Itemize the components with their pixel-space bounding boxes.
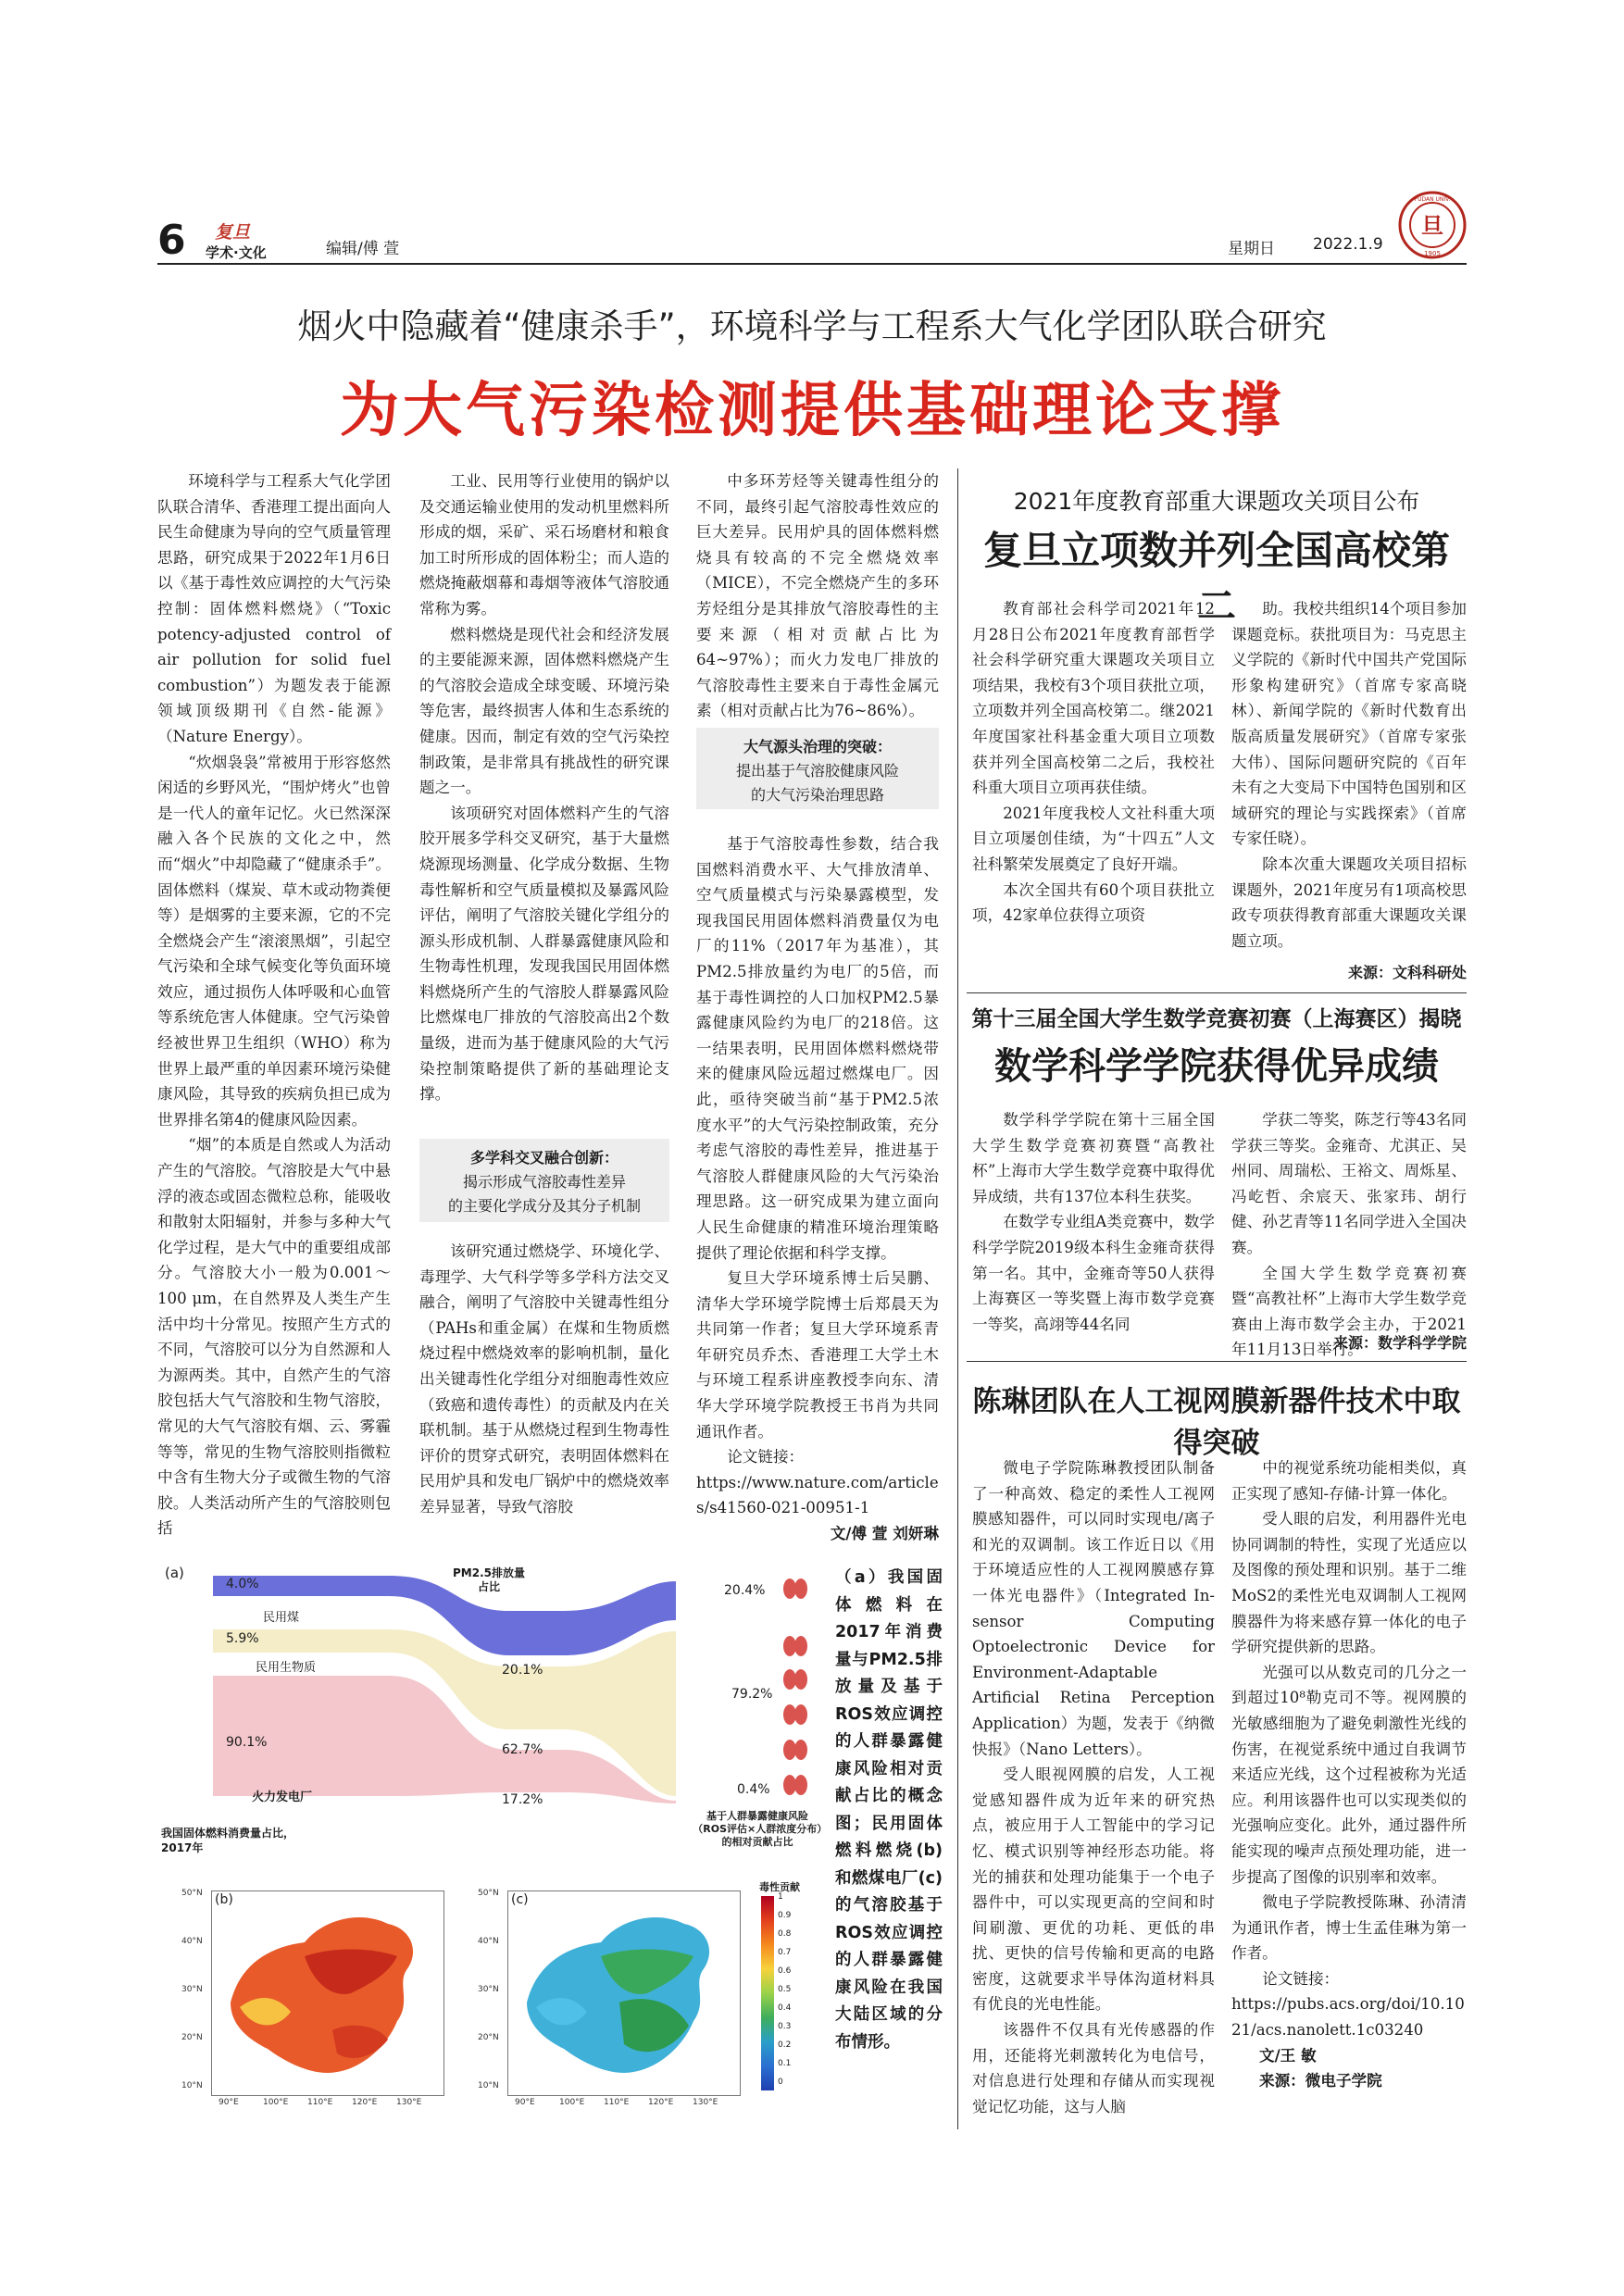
- lat-tick: 20°N: [478, 2033, 499, 2042]
- map-panel-c: [507, 1890, 741, 2096]
- pct-label: 79.2%: [731, 1687, 773, 1702]
- byline: 文/傅 萱 刘妍琳: [830, 1525, 939, 1543]
- figure-caption-left: 我国固体燃料消费量占比，2017年: [161, 1827, 295, 1854]
- map-panel-b: [211, 1890, 444, 2096]
- column-divider: [957, 468, 958, 2129]
- svg-text:旦: 旦: [1421, 212, 1443, 239]
- panel-b-label: (b): [215, 1892, 233, 1907]
- brand-mark: 复旦: [215, 222, 251, 243]
- paper-link[interactable]: https://www.nature.com/articles/s41560-021-00951-1: [696, 1473, 939, 1517]
- lead-column-2b: [419, 1239, 669, 1520]
- masthead-rule: [157, 263, 1467, 265]
- colorbar-tick: 0.4: [778, 2003, 792, 2013]
- editor-credit: 编辑/傅 萱: [326, 240, 400, 258]
- paragraph: 复旦大学环境系博士后吴鹏、清华大学环境学院博士后郑晨天为共同第一作者；复旦大学环境系青年研究员乔杰、香港理工大学土木与环境工程系讲座教授李向东、清华大学环境学院教授王书肖为共同通讯作者。: [696, 1269, 939, 1441]
- panel-a-label: (a): [165, 1565, 184, 1581]
- pct-label: 17.2%: [502, 1792, 543, 1807]
- story2-headline: 复旦立项数并列全国高校第二: [982, 528, 1450, 629]
- pct-label: 20.4%: [724, 1583, 766, 1598]
- fuel-label: 民用煤: [263, 1611, 300, 1625]
- university-seal-icon: [1398, 191, 1467, 259]
- story2-column-2: [1231, 596, 1467, 954]
- paragraph: “烟”的本质是自然或人为活动产生的气溶胶。气溶胶是大气中悬浮的液态或固态微粒总称，能吸收和散射太阳辐射，并参与多种大气化学过程，是大气中的重要组成部分。气溶胶大小一般为0.001～100 μm，在自然界及人类生产生活中均十分常见。按照产生方式的不同，气溶胶可以分为自然源和人为源两类。其中，自然产生的气溶胶包括大气气溶胶和生物气溶胶，常见的大气气溶胶有烟、云、雾霾等等，常见的生物气溶胶则指微粒中含有生物大分子或微生物的气溶胶。人类活动所产生的气溶胶则包括: [157, 1136, 391, 1538]
- paragraph: 中的视觉系统功能相类似，真正实现了感知-存储-计算一体化。: [1231, 1459, 1467, 1503]
- lon-tick: 110°E: [604, 2098, 630, 2107]
- callout-line: 提出基于气溶胶健康风险: [735, 762, 899, 780]
- figure-caption: （a）我国固体燃料在2017年消费量与PM2.5排放量及基于ROS效应调控的人群暴露健康风险相对贡献占比的概念图；民用固体燃料燃烧(b)和燃煤电厂(c)的气溶胶基于ROS效应调控的人群暴露健康风险在我国大陆区域的分布情形。: [835, 1568, 943, 2052]
- svg-text:1905: 1905: [1424, 250, 1441, 257]
- lon-axis-c: [507, 2098, 739, 2111]
- lon-tick: 120°E: [352, 2098, 378, 2107]
- paragraph: 受人眼的启发，利用器件光电协同调制的特性，实现了光适应以及图像的预处理和识别。基于二维MoS2的柔性光电双调制人工视网膜器件为将来感存算一体化的电子学研究提供新的思路。: [1231, 1510, 1467, 1656]
- colorbar-tick: 0: [778, 2078, 783, 2087]
- colorbar-tick: 0.6: [778, 1966, 792, 1976]
- paragraph: 环境科学与工程系大气化学团队联合清华、香港理工提出面向人民生命健康为导向的空气质量管理思路，研究成果于2022年1月6日以《基于毒性效应调控的大气污染控制：固体燃料燃烧》（“Toxic potency-adjusted control of air pollution for solid fuel combustion”）为题发表于能源领域顶级期刊《自然-能源》（Nature Energy）。: [157, 472, 391, 745]
- story4-headline: 陈琳团队在人工视网膜新器件技术中取得突破: [972, 1385, 1461, 1460]
- story3-kicker: 第十三届全国大学生数学竞赛初赛（上海赛区）揭晓: [971, 1007, 1462, 1031]
- story4-column-1: [972, 1455, 1215, 2119]
- lat-tick: 40°N: [478, 1937, 499, 1946]
- paragraph: 该项研究对固体燃料产生的气溶胶开展多学科交叉研究，基于大量燃烧源现场测量、化学成分数据、生物毒性解析和空气质量模拟及暴露风险评估，阐明了气溶胶关键化学组分的源头形成机制、人群暴露健康风险和生物毒性机理，发现我国民用固体燃料燃烧所产生的气溶胶人群暴露风险比燃煤电厂排放的气溶胶高出2个数量级，进而为基于健康风险的大气污染控制策略提供了新的基础理论支撑。: [419, 804, 669, 1104]
- lat-tick: 50°N: [181, 1889, 203, 1898]
- link-label: 论文链接：: [1262, 1969, 1340, 1988]
- lon-axis-b: [211, 2098, 443, 2111]
- paragraph: 该研究通过燃烧学、环境化学、毒理学、大气科学等多学科方法交叉融合，阐明了气溶胶中关键毒性组分（PAHs和重金属）在煤和生物质燃烧过程中燃烧效率的影响机制，量化出关键毒性化学组分对细胞毒性效应（致癌和遗传毒性）的贡献及内在关联机制。基于从燃烧过程到生物毒性评价的贯穿式研究，表明固体燃料在民用炉具和发电厂锅炉中的燃烧效率差异显著，导致气溶胶: [419, 1242, 669, 1516]
- lon-tick: 100°E: [559, 2098, 585, 2107]
- colorbar-tick: 0.8: [778, 1929, 792, 1939]
- paragraph: 中多环芳烃等关键毒性组分的不同，最终引起气溶胶毒性效应的巨大差异。民用炉具的固体燃料燃烧具有较高的不完全燃烧效率（MICE），不完全燃烧产生的多环芳烃组分是其排放气溶胶毒性的主要来源（相对贡献占比为64~97%）；而火力发电厂排放的气溶胶毒性主要来自于毒性金属元素（相对贡献占比为76~86%）。: [696, 472, 939, 720]
- issue-date: 2022.1.9: [1313, 235, 1383, 254]
- figure-caption-mid: PM2.5排放量占比: [453, 1566, 525, 1593]
- pct-label: 20.1%: [502, 1663, 543, 1678]
- lat-tick: 10°N: [478, 2081, 499, 2090]
- lat-tick: 30°N: [478, 1985, 499, 1994]
- callout-line: 的大气污染治理思路: [750, 786, 884, 804]
- lon-tick: 110°E: [307, 2098, 333, 2107]
- colorbar-title: 毒性贡献: [759, 1881, 800, 1893]
- lead-column-1: [157, 468, 391, 1541]
- china-map-shape: [231, 1917, 413, 2073]
- pct-label: 62.7%: [502, 1742, 543, 1757]
- figure-caption-right: 基于人群暴露健康风险（ROS评估×人群浓度分布）的相对贡献占比: [693, 1810, 822, 1848]
- colorbar-tick: 0.3: [778, 2022, 792, 2031]
- callout-title: 大气源头治理的突破：: [743, 738, 892, 755]
- pct-label: 90.1%: [226, 1735, 268, 1750]
- lon-tick: 90°E: [515, 2098, 535, 2107]
- byline: 文/王 敏: [1259, 2046, 1317, 2065]
- callout-title: 多学科交叉融合创新：: [469, 1149, 618, 1167]
- lon-tick: 90°E: [219, 2098, 239, 2107]
- paragraph: “炊烟袅袅”常被用于形容悠然闲适的乡野风光，“围炉烤火”也曾是一代人的童年记忆。火已然深深融入各个民族的文化之中，然而“烟火”中却隐藏了“健康杀手”。固体燃料（煤炭、草木或动物粪便等）是烟雾的主要来源，它的不完全燃烧会产生“滚滚黑烟”，引起空气污染和全球气候变化等负面环境效应，通过损伤人体呼吸和心血管等系统危害人体健康。空气污染曾经被世界卫生组织（WHO）称为世界上最严重的单因素环境污染健康风险，其导致的疾病负担已成为世界排名第4的健康风险因素。: [157, 753, 391, 1129]
- colorbar: [761, 1896, 774, 2090]
- pct-label: 0.4%: [737, 1782, 770, 1797]
- colorbar-ticks: [778, 1892, 806, 2096]
- colorbar-tick: 0.5: [778, 1985, 792, 1994]
- lead-headline: 为大气污染检测提供基础理论支撑: [340, 377, 1284, 445]
- lat-tick: 50°N: [478, 1889, 499, 1898]
- pct-label: 5.9%: [226, 1631, 259, 1646]
- story3-source: 来源：数学科学学院: [1332, 1334, 1467, 1352]
- paragraph: 光强可以从数克司的几分之一到超过10⁸勒克司不等。视网膜的光敏感细胞为了避免刺激性光线的伤害，在视觉系统中通过自我调节来适应光线，这个过程被称为光适应。利用该器件也可以实现类似的光强响应变化。此外，通过器件所能实现的噪声点预处理功能，进一步提高了图像的识别率和效率。: [1231, 1663, 1467, 1886]
- fuel-label: 民用生物质: [256, 1661, 317, 1675]
- paragraph: 微电子学院陈琳教授团队制备了一种高效、稳定的柔性人工视网膜感知器件，可以同时实现电/离子和光的双调制。该工作近日以《用于环境适应性的人工视网膜感存算一体光电器件》（Integrated In-sensor Computing Optoelectronic Device for Environment-Adaptable Artificial Retina Perception Application）为题，发表于《纳微快报》（Nano Letters）。: [972, 1459, 1215, 1758]
- story4-column-2: [1231, 1455, 1467, 2094]
- paragraph: 全国大学生数学竞赛初赛暨“高教社杯”上海市大学生数学竞赛由上海市数学会主办，于2021年11月13日举行。: [1231, 1264, 1467, 1359]
- callout-box: [696, 728, 939, 809]
- paragraph: 在数学专业组A类竞赛中，数学科学学院2019级本科生金雍奇获得第一名。其中，金雍奇等50人获得上海赛区一等奖暨上海市数学竞赛一等奖，高翊等44名同: [972, 1213, 1215, 1333]
- paragraph: 微电子学院教授陈琳、孙清清为通讯作者，博士生孟佳琳为第一作者。: [1231, 1893, 1467, 1963]
- lung-icons: [781, 1576, 809, 1816]
- lead-column-2: [419, 468, 669, 1107]
- lead-kicker: 烟火中隐藏着“健康杀手”，环境科学与工程系大气化学团队联合研究: [297, 306, 1327, 346]
- story3-column-1: [972, 1107, 1215, 1337]
- paragraph: 本次全国共有60个项目获批立项，42家单位获得立项资: [972, 880, 1215, 925]
- colorbar-tick: 0.9: [778, 1911, 792, 1920]
- lat-tick: 20°N: [181, 2033, 203, 2042]
- lon-tick: 130°E: [693, 2098, 718, 2107]
- lat-tick: 10°N: [181, 2081, 203, 2090]
- paragraph: 助。我校共组织14个项目参加课题竞标。获批项目为：马克思主义学院的《新时代中国共产党国际形象构建研究》（首席专家高晓林）、新闻学院的《新时代数育出版高质量发展研究》（首席专家张大伟）、国际问题研究院的《百年未有之大变局下中国特色国别和区域研究的理论与实践探索》（首席专家任晓）。: [1231, 600, 1467, 848]
- weekday: 星期日: [1228, 240, 1275, 258]
- pct-label: 4.0%: [226, 1577, 259, 1591]
- story2-column-1: [972, 596, 1215, 929]
- paragraph: 除本次重大课题攻关项目招标课题外，2021年度另有1项高校思政专项获得教育部重大课题攻关课题立项。: [1231, 855, 1467, 950]
- lead-column-3: [696, 468, 939, 724]
- svg-text:FUDAN UNIV.: FUDAN UNIV.: [1414, 196, 1451, 203]
- paper-link[interactable]: https://pubs.acs.org/doi/10.1021/acs.nanolett.1c03240: [1231, 1995, 1465, 2040]
- colorbar-tick: 0.7: [778, 1948, 792, 1957]
- colorbar-tick: 0.1: [778, 2059, 792, 2068]
- panel-c-label: (c): [511, 1892, 529, 1907]
- paragraph: 数学科学学院在第十三届全国大学生数学竞赛初赛暨“高教社杯”上海市大学生数学竞赛中取得优异成绩，共有137位本科生获奖。: [972, 1111, 1215, 1205]
- callout-line: 的主要化学成分及其分子机制: [447, 1197, 641, 1215]
- paragraph: 工业、民用等行业使用的锅炉以及交通运输业使用的发动机里燃料所形成的烟，采矿、采石场磨材和粮食加工时所形成的固体粉尘；而人造的燃烧掩蔽烟幕和毒烟等液体气溶胶通常称为雾。: [419, 472, 669, 618]
- story3-headline: 数学科学学院获得优异成绩: [994, 1045, 1439, 1088]
- lead-column-3b: [696, 831, 939, 1547]
- paragraph: 学获二等奖，陈芝行等43名同学获三等奖。金雍奇、尤淇正、吴州同、周瑞松、王裕文、周烁星、冯屹哲、余宸天、张家玮、胡行健、孙艺青等11名同学进入全国决赛。: [1231, 1111, 1467, 1256]
- colorbar-tick: 1: [778, 1892, 783, 1902]
- colorbar-tick: 0.2: [778, 2040, 792, 2050]
- story2-kicker: 2021年度教育部重大课题攻关项目公布: [1013, 488, 1420, 515]
- paragraph: 教育部社会科学司2021年12月28日公布2021年度教育部哲学社会科学研究重大课题攻关项目立项结果，我校有3个项目获批立项，立项数并列全国高校第二。继2021年度国家社科基金重大项目立项数获并列全国高校第二之后，我校社科重大项目立项再获佳绩。: [972, 600, 1215, 797]
- page-number: 6: [157, 217, 186, 264]
- link-label: 论文链接：: [727, 1448, 805, 1466]
- lon-tick: 120°E: [648, 2098, 674, 2107]
- story4-source: 来源：微电子学院: [1259, 2072, 1382, 2090]
- lat-axis-c: [478, 1889, 506, 2102]
- lat-tick: 40°N: [181, 1937, 203, 1946]
- story3-column-2: [1231, 1107, 1467, 1363]
- paragraph: 受人眼视网膜的启发，人工视觉感知器件成为近年来的研究热点，被应用于人工智能中的学习记忆、模式识别等神经形态功能。将光的捕获和处理功能集于一个电子器件中，可以实现更高的空间和时间刷激、更优的功耗、更低的串扰、更快的信号传输和更高的电路密度，这就要求半导体沟道材料具有优良的光电性能。: [972, 1766, 1215, 2014]
- section-name: 学术·文化: [206, 244, 267, 261]
- paragraph: 2021年度我校人文社科重大项目立项屡创佳绩，为“十四五”人文社科繁荣发展奠定了良好开端。: [972, 804, 1215, 873]
- lat-tick: 30°N: [181, 1985, 203, 1994]
- lon-tick: 100°E: [263, 2098, 289, 2107]
- callout-line: 揭示形成气溶胶毒性差异: [462, 1173, 626, 1191]
- china-map-shape: [527, 1917, 709, 2073]
- callout-box: [419, 1139, 669, 1222]
- paragraph: 燃料燃烧是现代社会和经济发展的主要能源来源，固体燃料燃烧产生的气溶胶会造成全球变暖、环境污染等危害，最终损害人体和生态系统的健康。因而，制定有效的空气污染控制政策，是非常具有挑战性的研究课题之一。: [419, 625, 669, 797]
- lat-axis-b: [181, 1889, 209, 2102]
- story2-source: 来源：文科科研处: [1347, 964, 1467, 981]
- story-divider: [967, 1361, 1467, 1362]
- paragraph: 基于气溶胶毒性参数，结合我国燃料消费水平、大气排放清单、空气质量模式与污染暴露模型，发现我国民用固体燃料消费量仅为电厂的11%（2017年为基准），其PM2.5排放量约为电厂的5倍，而基于毒性调控的人口加权PM2.5暴露健康风险约为电厂的218倍。这一结果表明，民用固体燃料燃烧带来的健康风险远超过燃煤电厂。因此，亟待突破当前“基于PM2.5浓度水平”的大气污染控制政策，充分考虑气溶胶的毒性差异，推进基于气溶胶人群健康风险的大气污染治理思路。这一研究成果为建立面向人民生命健康的精准环境治理策略提供了理论依据和科学支撑。: [696, 835, 939, 1262]
- fuel-label: 火力发电厂: [252, 1791, 313, 1804]
- lon-tick: 130°E: [396, 2098, 422, 2107]
- story-divider: [967, 992, 1467, 993]
- paragraph: 该器件不仅具有光传感器的作用，还能将光刺激转化为电信号，对信息进行处理和存储从而实现视觉记忆功能，这与人脑: [972, 2021, 1215, 2115]
